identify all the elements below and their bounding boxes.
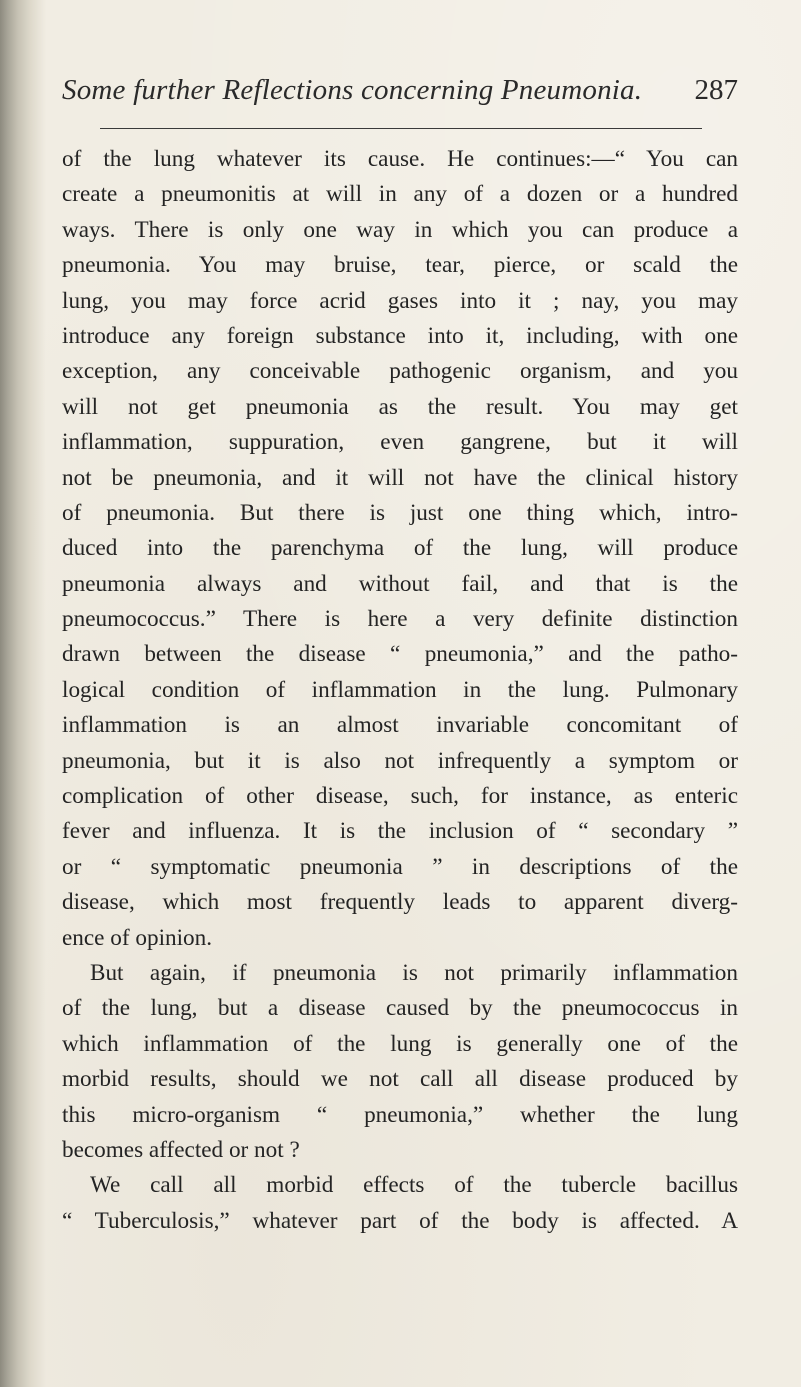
text-line: this micro-organism “ pneumonia,” whether the lung <box>62 1101 738 1128</box>
text-line: inflammation, suppuration, even gangrene, but it will <box>62 429 738 456</box>
text-line: lung, you may force acrid gases into it ; nay, you may <box>62 287 738 314</box>
text-line: inflammation is an almost invariable concomitant of <box>62 712 738 739</box>
text-line: exception, any conceivable pathogenic organism, and you <box>62 358 738 385</box>
text-line: logical condition of inflammation in the lung. Pulmonary <box>62 676 738 703</box>
paragraph-start-line: But again, if pneumonia is not primarily inflammation <box>90 959 738 986</box>
body-text <box>62 142 738 1239</box>
text-line: fever and influenza. It is the inclusion of “ secondary ” <box>62 818 738 845</box>
text-line: drawn between the disease “ pneumonia,” and the patho- <box>62 641 738 668</box>
text-line: disease, which most frequently leads to apparent diverg- <box>62 889 738 916</box>
paragraph-end-line: ence of opinion. <box>62 924 213 951</box>
text-line: ways. There is only one way in which you can produce a <box>62 216 738 243</box>
binding-shadow <box>0 0 46 1387</box>
text-line: which inflammation of the lung is generally one of the <box>62 1030 738 1057</box>
text-line: of the lung, but a disease caused by the pneumococcus in <box>62 995 738 1022</box>
text-line: introduce any foreign substance into it, including, with one <box>62 322 738 349</box>
text-line: morbid results, should we not call all disease produced by <box>62 1066 738 1093</box>
text-line: of the lung whatever its cause. He continues:—“ You can <box>62 146 738 172</box>
text-line: not be pneumonia, and it will not have the clinical history <box>62 464 738 491</box>
text-line: will not get pneumonia as the result. You may get <box>62 393 738 420</box>
text-line: “ Tuberculosis,” whatever part of the body is affected. A <box>62 1207 738 1234</box>
text-line: of pneumonia. But there is just one thing which, intro- <box>62 499 738 526</box>
page-header <box>62 74 738 114</box>
text-line: pneumonia, but it is also not infrequently a symptom or <box>62 747 738 774</box>
running-title: Some further Reflections concerning Pneumonia. <box>62 74 643 106</box>
page-number: 287 <box>694 74 738 106</box>
paragraph-start-line: We call all morbid effects of the tubercle bacillus <box>90 1172 738 1199</box>
text-line: or “ symptomatic pneumonia ” in descriptions of the <box>62 853 738 880</box>
text-line: duced into the parenchyma of the lung, will produce <box>62 535 738 562</box>
text-line: pneumonia. You may bruise, tear, pierce, or scald the <box>62 252 738 279</box>
header-rule <box>100 128 702 129</box>
text-line: pneumonia always and without fail, and that is the <box>62 570 738 597</box>
text-line: pneumococcus.” There is here a very definite distinction <box>62 606 738 633</box>
paragraph-end-line: becomes affected or not ? <box>62 1136 300 1163</box>
text-line: create a pneumonitis at will in any of a dozen or a hundred <box>62 181 738 208</box>
text-line: complication of other disease, such, for instance, as enteric <box>62 783 738 810</box>
